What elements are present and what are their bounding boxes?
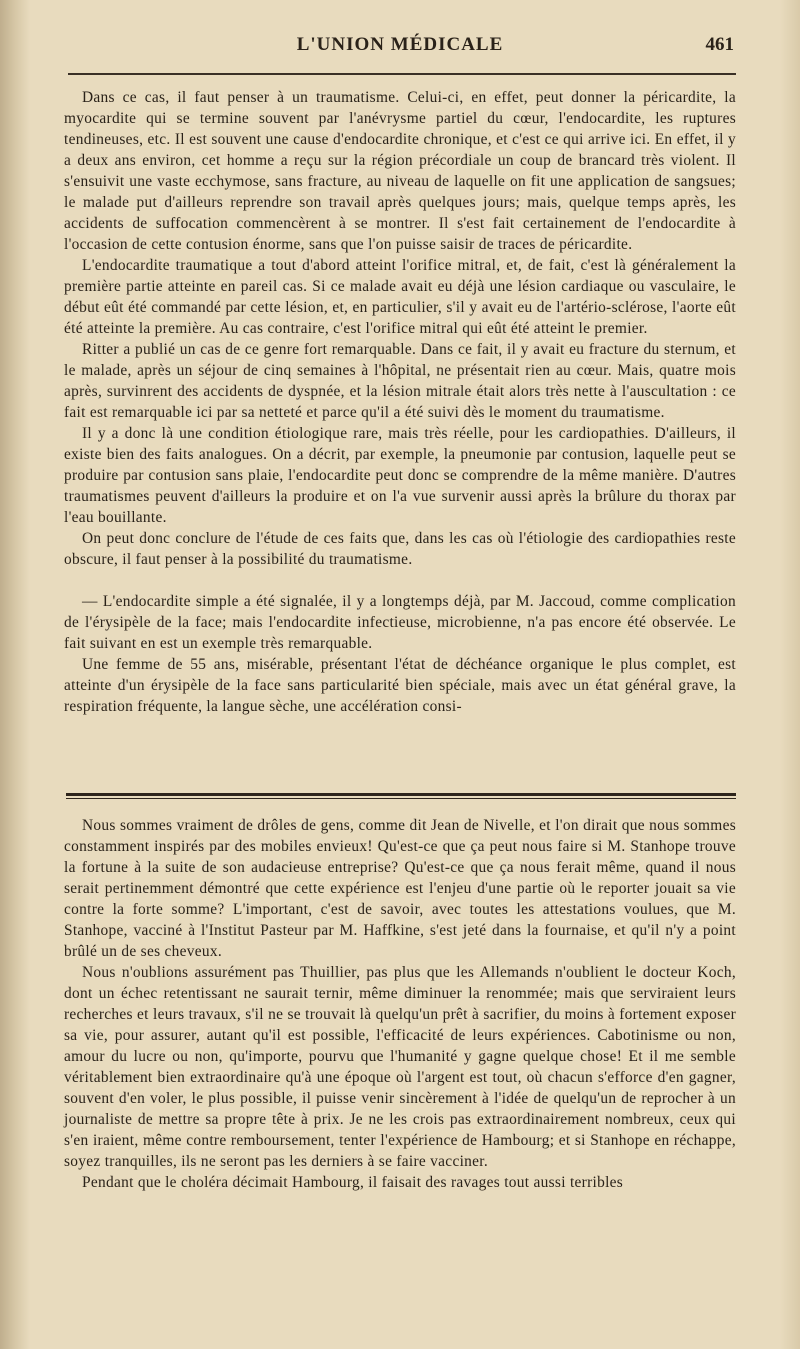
paragraph: Nous sommes vraiment de drôles de gens, comme dit Jean de Nivelle, et l'on dirait que nous sommes constamment inspirés par des mobiles envieux! Qu'est-ce que ça peut nous faire si M. Stanhope trouve la fortune à la suite de son audacieuse entreprise? Qu'est-ce que ça nous ferait même, quand il nous serait pertinemment démontré que cette expérience est l'enjeu d'une partie où le reporter jouait sa vie contre la forte somme? L'important, c'est de savoir, avec toutes les attestations voulues, que M. Stanhope, vacciné à l'Institut Pasteur par M. Haffkine, s'est jeté dans la fournaise, et qu'il n'y a point brûlé un de ses cheveux. (64, 817, 736, 960)
page-edge (780, 0, 800, 1349)
feuilleton-article (64, 815, 736, 1193)
header-rule (68, 73, 736, 75)
binding-shadow (0, 0, 30, 1349)
paragraph: Dans ce cas, il faut penser à un traumatisme. Celui-ci, en effet, peut donner la péricardite, la myocardite qui se termine souvent par l'anévrysme partiel du cœur, l'endocardite, les ruptures tendineuses, etc. Il est souvent une cause d'endocardite chronique, et c'est ce qui arrive ici. En effet, il y a deux ans environ, cet homme a reçu sur la région précordiale un coup de brancard très violent. Il s'ensuivit une vaste ecchymose, sans fracture, au niveau de laquelle on fit une application de sangsues; le malade put d'ailleurs reprendre son travail après quelques jours; mais, quelque temps après, les accidents de suffocation commencèrent à se montrer. Il s'est fait certainement de l'endocardite à l'occasion de cette contusion énorme, sans que l'on puisse saisir de traces de péricardite. (64, 89, 736, 253)
feuilleton-separator (66, 793, 736, 799)
paragraph: Une femme de 55 ans, misérable, présentant l'état de déchéance organique le plus complet, est atteinte d'un érysipèle de la face sans particularité bien spéciale, mais avec un état général grave, la respiration fréquente, la langue sèche, une accélération consi- (64, 656, 736, 715)
paragraph: Pendant que le choléra décimait Hambourg, il faisait des ravages tout aussi terribles (82, 1174, 624, 1191)
paragraph: Il y a donc là une condition étiologique rare, mais très réelle, pour les cardiopathies. D'ailleurs, il existe bien des faits analogues. On a décrit, par exemple, la pneumonie par contusion, laquelle peut se produire par contusion sans plaie, l'endocardite peut donc se comprendre de la même manière. D'autres traumatismes peuvent d'ailleurs la produire et on l'a vue survenir aussi après la brûlure du thorax par l'eau bouillante. (64, 425, 736, 526)
paragraph: L'endocardite traumatique a tout d'abord atteint l'orifice mitral, et, de fait, c'est là généralement la première partie atteinte en pareil cas. Si ce malade avait eu déjà une lésion cardiaque ou vasculaire, le début eût été commandé par cette lésion, et, en particulier, s'il y avait eu de l'artério-sclérose, l'aorte eût été atteinte la première. Au cas contraire, c'est l'orifice mitral qui eût été atteint le premier. (64, 257, 736, 337)
running-header (60, 30, 740, 70)
paragraph: Ritter a publié un cas de ce genre fort remarquable. Dans ce fait, il y avait eu fracture du sternum, et le malade, après un séjour de cinq semaines à l'hôpital, ne présentait rien au cœur. Mais, quatre mois après, survinrent des accidents de dyspnée, et la lésion mitrale était alors très nette à l'auscultation : ce fait est remarquable ici par sa netteté et parce qu'il a été suivi dès le moment du traumatisme. (64, 341, 736, 421)
paragraph: Nous n'oublions assurément pas Thuillier, pas plus que les Allemands n'oublient le docteur Koch, dont un échec retentissant ne saurait ternir, même diminuer la renommée; mais que serviraient leurs recherches et leurs travaux, s'il ne se trouvait là quelqu'un prêt à sacrifier, du moins à fortement exposer sa vie, pour assurer, autant qu'il est possible, l'efficacité de leurs expériences. Cabotinisme ou non, amour du lucre ou non, qu'importe, pourvu que l'humanité y gagne quelque chose! Et il me semble véritablement bien extraordinaire qu'à une époque où l'argent est tout, où chacun s'efforce d'en gagner, souvent d'en voler, le plus possible, il puisse venir sincèrement à l'idée de quelqu'un de reprocher à un journaliste de mettre sa propre tête à prix. Je ne les crois pas extraordinairement nombreux, ceux qui s'en iraient, même contre remboursement, tenter l'expérience de Hambourg; et si Stanhope en réchappe, soyez tranquilles, ils ne seront pas les derniers à se faire vacciner. (64, 964, 736, 1170)
paragraph: — L'endocardite simple a été signalée, il y a longtemps déjà, par M. Jaccoud, comme complication de l'érysipèle de la face; mais l'endocardite infectieuse, microbienne, n'a pas encore été observée. Le fait suivant en est un exemple très remarquable. (64, 593, 736, 652)
page-number: 461 (705, 34, 734, 55)
paragraph: On peut donc conclure de l'étude de ces faits que, dans les cas où l'étiologie des cardiopathies reste obscure, il faut penser à la possibilité du traumatisme. (64, 530, 736, 568)
main-article (64, 87, 736, 717)
journal-title: L'UNION MÉDICALE (296, 34, 504, 55)
